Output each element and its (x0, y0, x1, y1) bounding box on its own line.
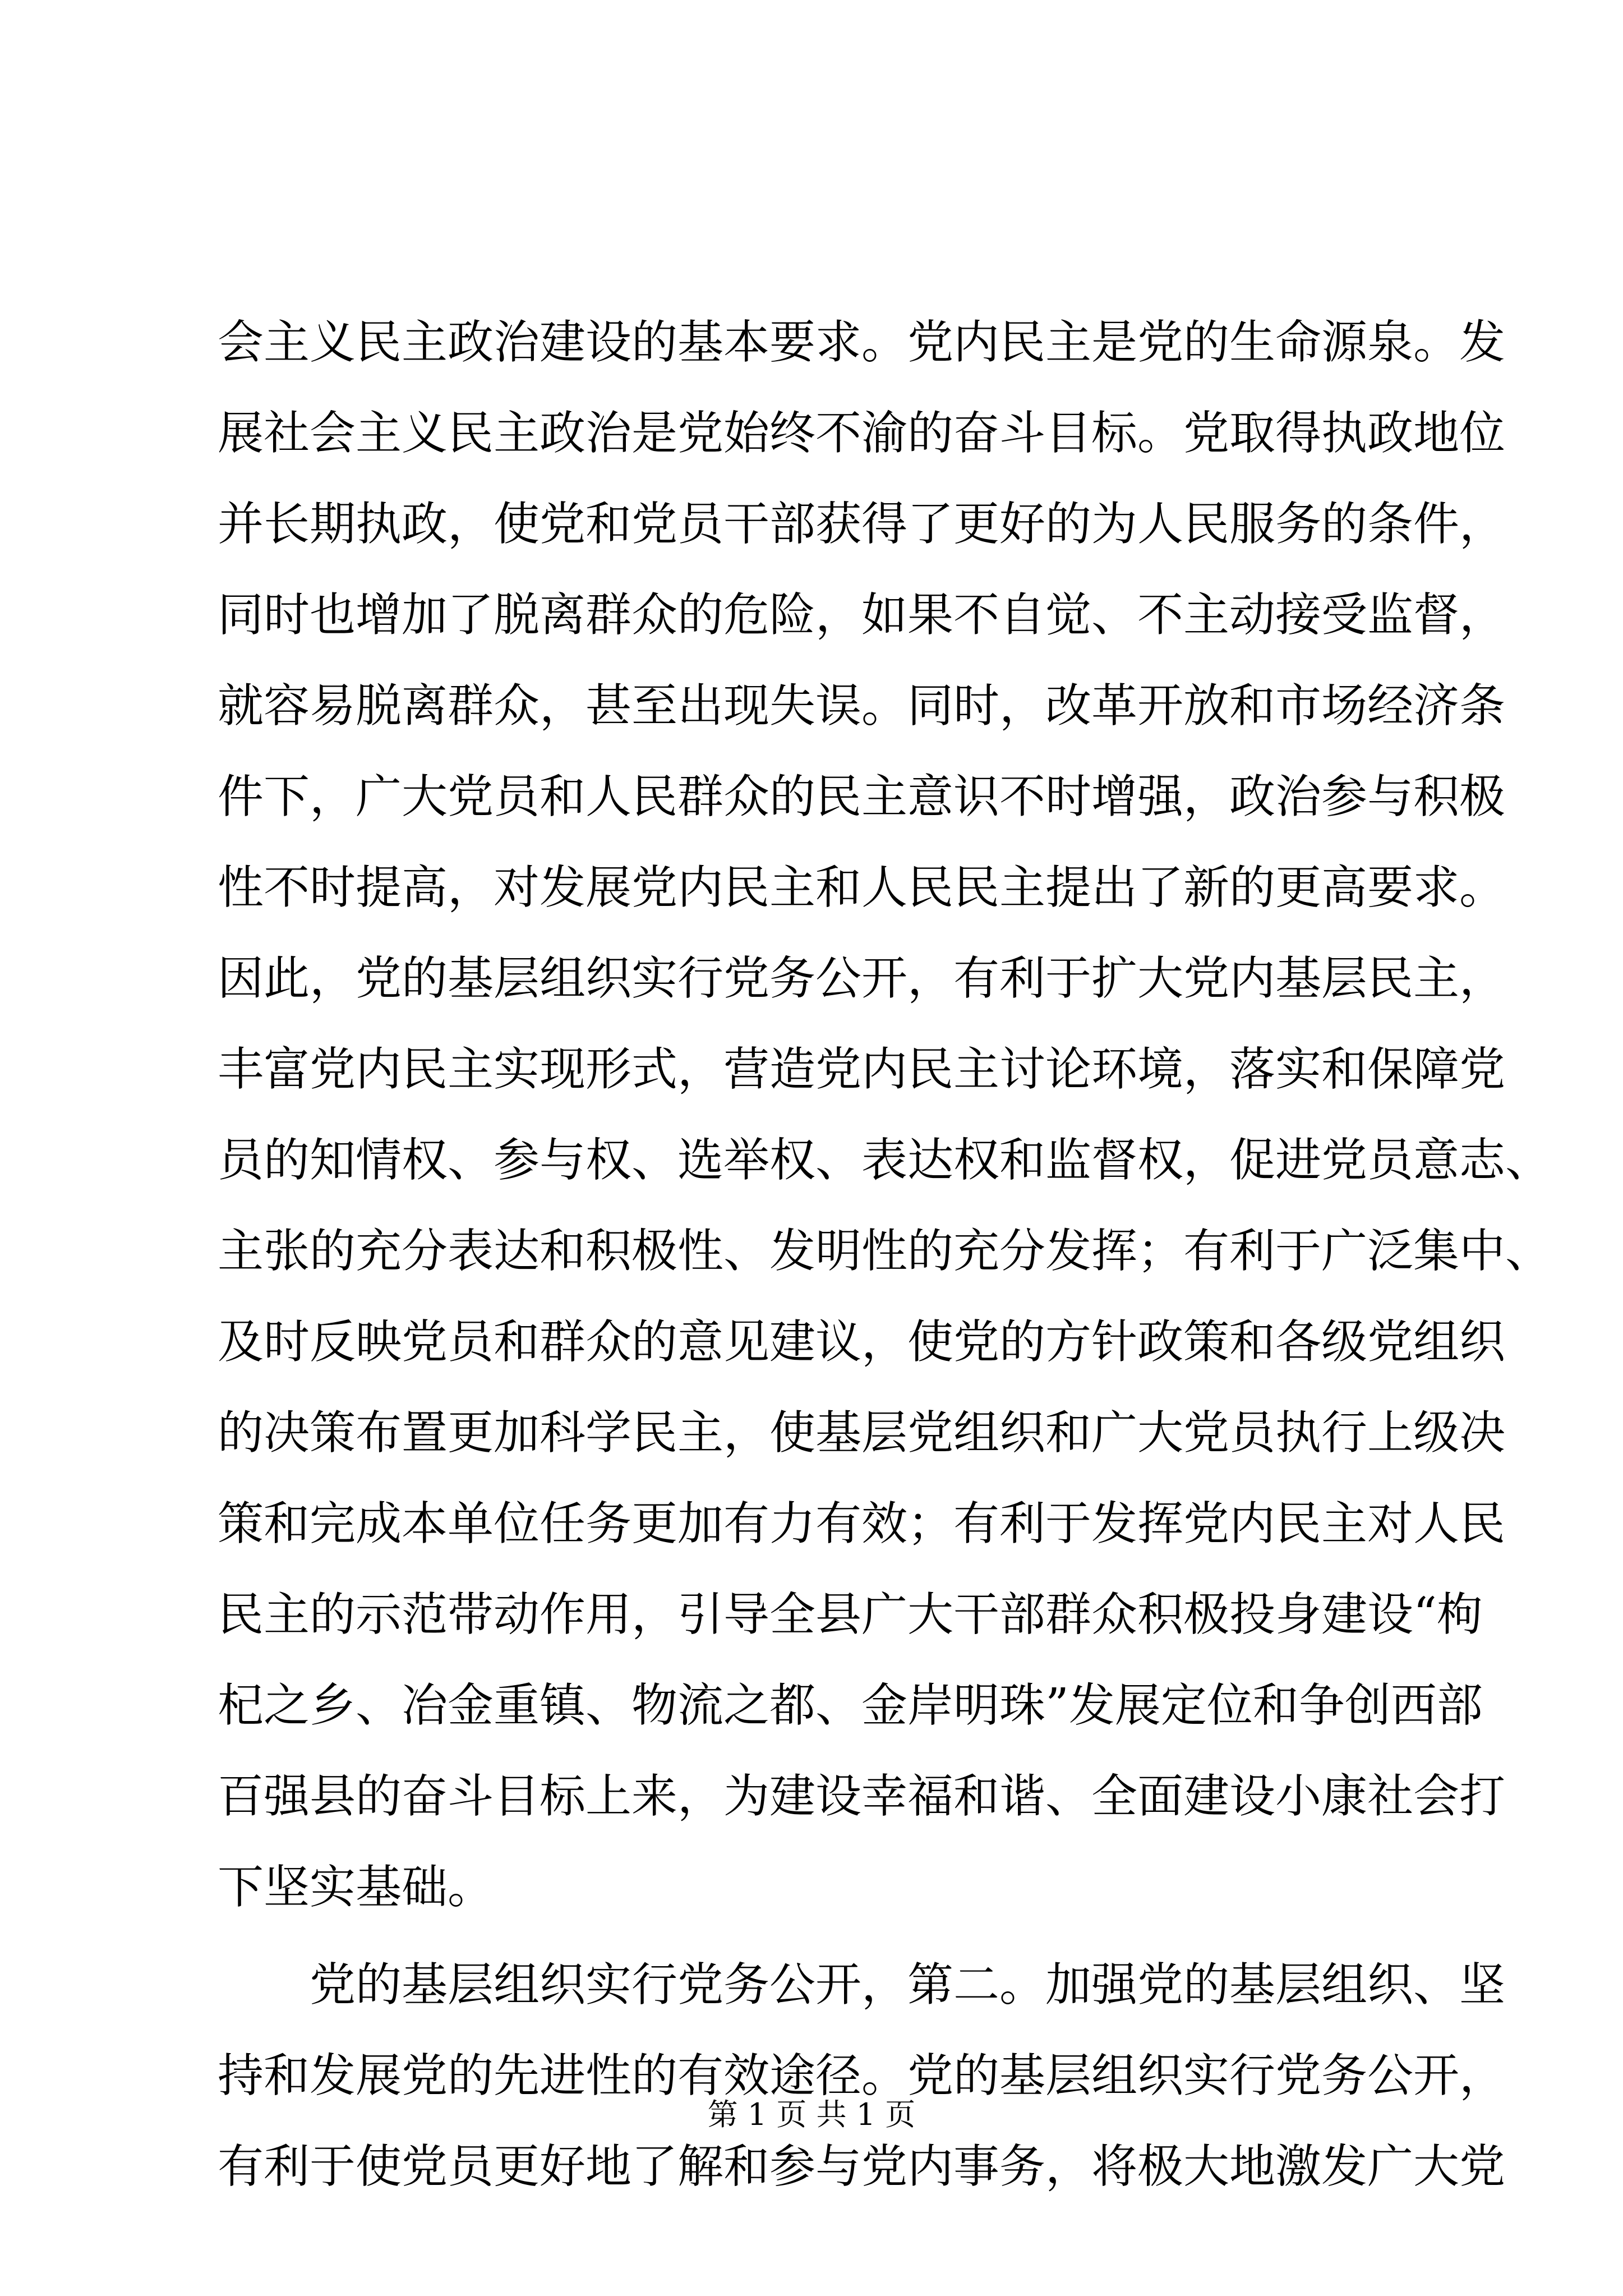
text-line: 持和发展党的先进性的有效途径。党的基层组织实行党务公开， (218, 2049, 1506, 2102)
text-line: 百强县的奋斗目标上来，为建设幸福和谐、全面建设小康社会打 (218, 1770, 1506, 1823)
text-line: 有利于使党员更好地了解和参与党内事务，将极大地激发广大党 (218, 2140, 1506, 2193)
text-line: 主张的充分表达和积极性、发明性的充分发挥；有利于广泛集中、 (218, 1225, 1552, 1278)
text-line: 杞之乡、冶金重镇、物流之都、金岸明珠”发展定位和争创西部 (218, 1679, 1483, 1732)
document-body (218, 297, 1552, 2212)
text-line: 下坚实基础。 (218, 1861, 494, 1914)
text-line: 策和完成本单位任务更加有力有效；有利于发挥党内民主对人民 (218, 1497, 1506, 1550)
text-line: 党的基层组织实行党务公开，第二。加强党的基层组织、坚 (310, 1958, 1506, 2012)
text-line: 就容易脱离群众，甚至出现失误。同时，改革开放和市场经济条 (218, 679, 1506, 733)
text-line: 同时也增加了脱离群众的危险，如果不自觉、不主动接受监督， (218, 588, 1506, 642)
text-line: 因此，党的基层组织实行党务公开，有利于扩大党内基层民主， (218, 952, 1506, 1005)
text-line: 件下，广大党员和人民群众的民主意识不时增强，政治参与积极 (218, 770, 1506, 823)
text-line: 员的知情权、参与权、选举权、表达权和监督权，促进党员意志、 (218, 1134, 1552, 1187)
text-line: 的决策布置更加科学民主，使基层党组织和广大党员执行上级决 (218, 1406, 1506, 1460)
text-line: 及时反映党员和群众的意见建议，使党的方针政策和各级党组织 (218, 1315, 1506, 1369)
text-line: 并长期执政，使党和党员干部获得了更好的为人民服务的条件， (218, 498, 1506, 551)
page-footer: 第 1 页 共 1 页 (707, 2097, 916, 2132)
text-line: 会主义民主政治建设的基本要求。党内民主是党的生命源泉。发 (218, 316, 1506, 369)
text-line: 民主的示范带动作用，引导全县广大干部群众积极投身建设“枸 (218, 1588, 1483, 1641)
paragraph-gap (218, 1933, 1412, 1940)
text-line: 展社会主义民主政治是党始终不渝的奋斗目标。党取得执政地位 (218, 407, 1506, 460)
text-line: 性不时提高，对发展党内民主和人民民主提出了新的更高要求。 (218, 861, 1506, 914)
text-line: 丰富党内民主实现形式，营造党内民主讨论环境，落实和保障党 (218, 1043, 1506, 1096)
